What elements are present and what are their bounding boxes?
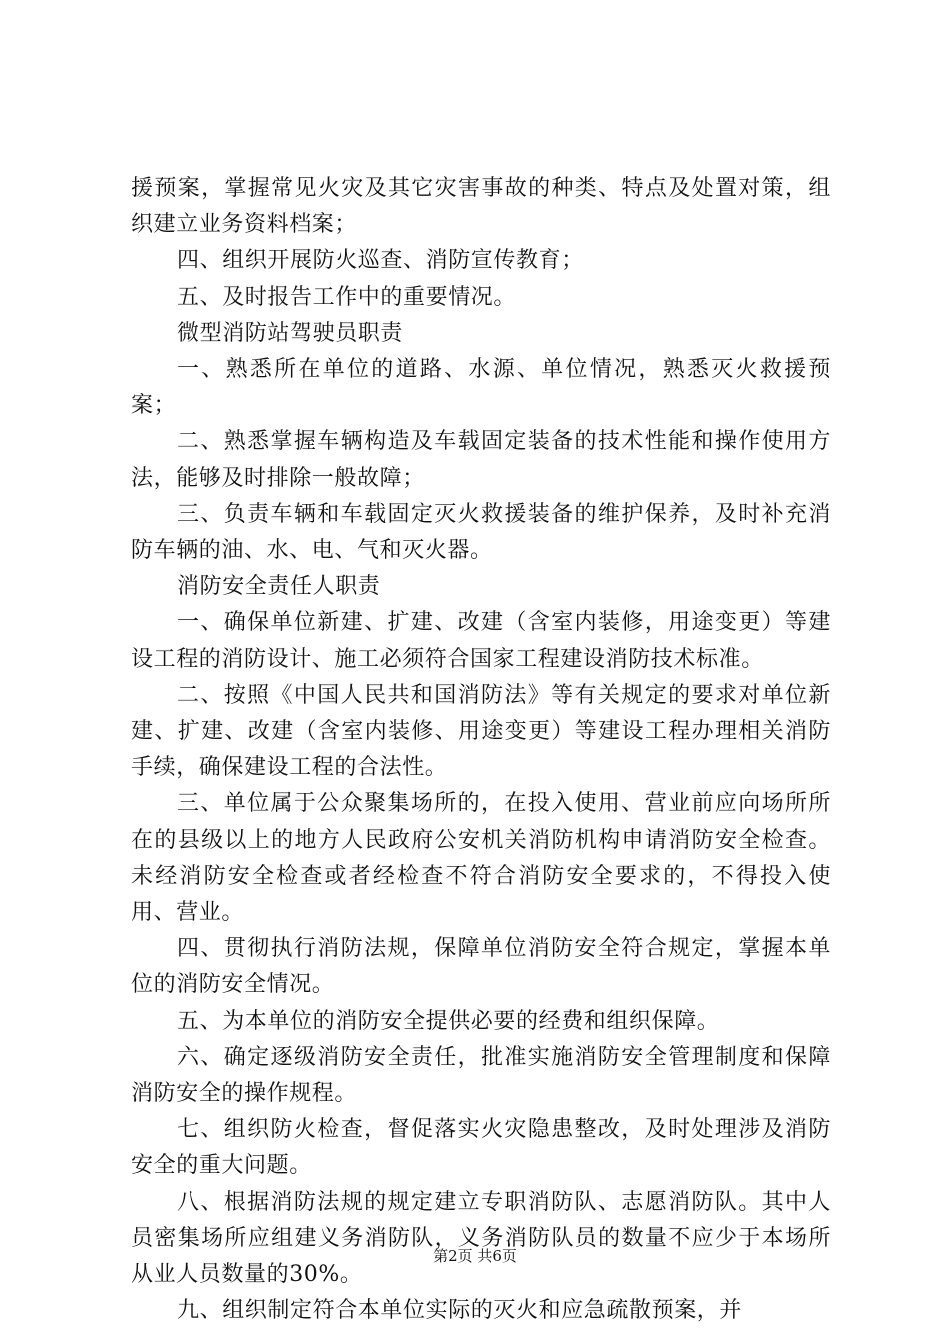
paragraph: 五、及时报告工作中的重要情况。	[177, 284, 517, 310]
paragraph: 八、根据消防法规的规定建立专职消防队、志愿消防队。其中人员密集场所应组建义务消防队，义务消防队员的数量不应少于本场所从业人员数量的30%。	[131, 1189, 831, 1288]
paragraph: 九、组织制定符合本单位实际的灭火和应急疏散预案，并	[177, 1298, 743, 1324]
page-footer: 第2页 共6页	[433, 1247, 517, 1265]
paragraph: 一、确保单位新建、扩建、改建（含室内装修，用途变更）等建设工程的消防设计、施工必须符合国家工程建设消防技术标准。	[131, 610, 831, 672]
paragraph: 四、组织开展防火巡查、消防宣传教育；	[177, 248, 584, 274]
paragraph: 七、组织防火检查，督促落实火灾隐患整改，及时处理涉及消防安全的重大问题。	[131, 1117, 831, 1179]
paragraph: 四、贯彻执行消防法规，保障单位消防安全符合规定，掌握本单位的消防安全情况。	[131, 936, 831, 998]
paragraph: 微型消防站驾驶员职责	[177, 320, 404, 346]
paragraph: 一、熟悉所在单位的道路、水源、单位情况，熟悉灭火救援预案；	[131, 357, 831, 419]
paragraph: 五、为本单位的消防安全提供必要的经费和组织保障。	[177, 1008, 720, 1034]
paragraph: 三、负责车辆和车载固定灭火救援装备的维护保养，及时补充消防车辆的油、水、电、气和灭火器。	[131, 501, 831, 564]
paragraph: 消防安全责任人职责	[177, 574, 381, 600]
document-body	[131, 171, 831, 1330]
paragraph: 二、熟悉掌握车辆构造及车载固定装备的技术性能和操作使用方法，能够及时排除一般故障；	[131, 429, 831, 491]
paragraph: 援预案，掌握常见火灾及其它灾害事故的种类、特点及处置对策，组织建立业务资料档案；	[131, 176, 831, 238]
paragraph: 三、单位属于公众聚集场所的，在投入使用、营业前应向场所所在的县级以上的地方人民政府公安机关消防机构申请消防安全检查。未经消防安全检查或者经检查不符合消防安全要求的，不得投入使用、营业。	[131, 791, 831, 926]
paragraph: 二、按照《中国人民共和国消防法》等有关规定的要求对单位新建、扩建、改建（含室内装修、用途变更）等建设工程办理相关消防手续，确保建设工程的合法性。	[131, 682, 831, 781]
paragraph: 六、确定逐级消防安全责任，批准实施消防安全管理制度和保障消防安全的操作规程。	[131, 1044, 831, 1107]
